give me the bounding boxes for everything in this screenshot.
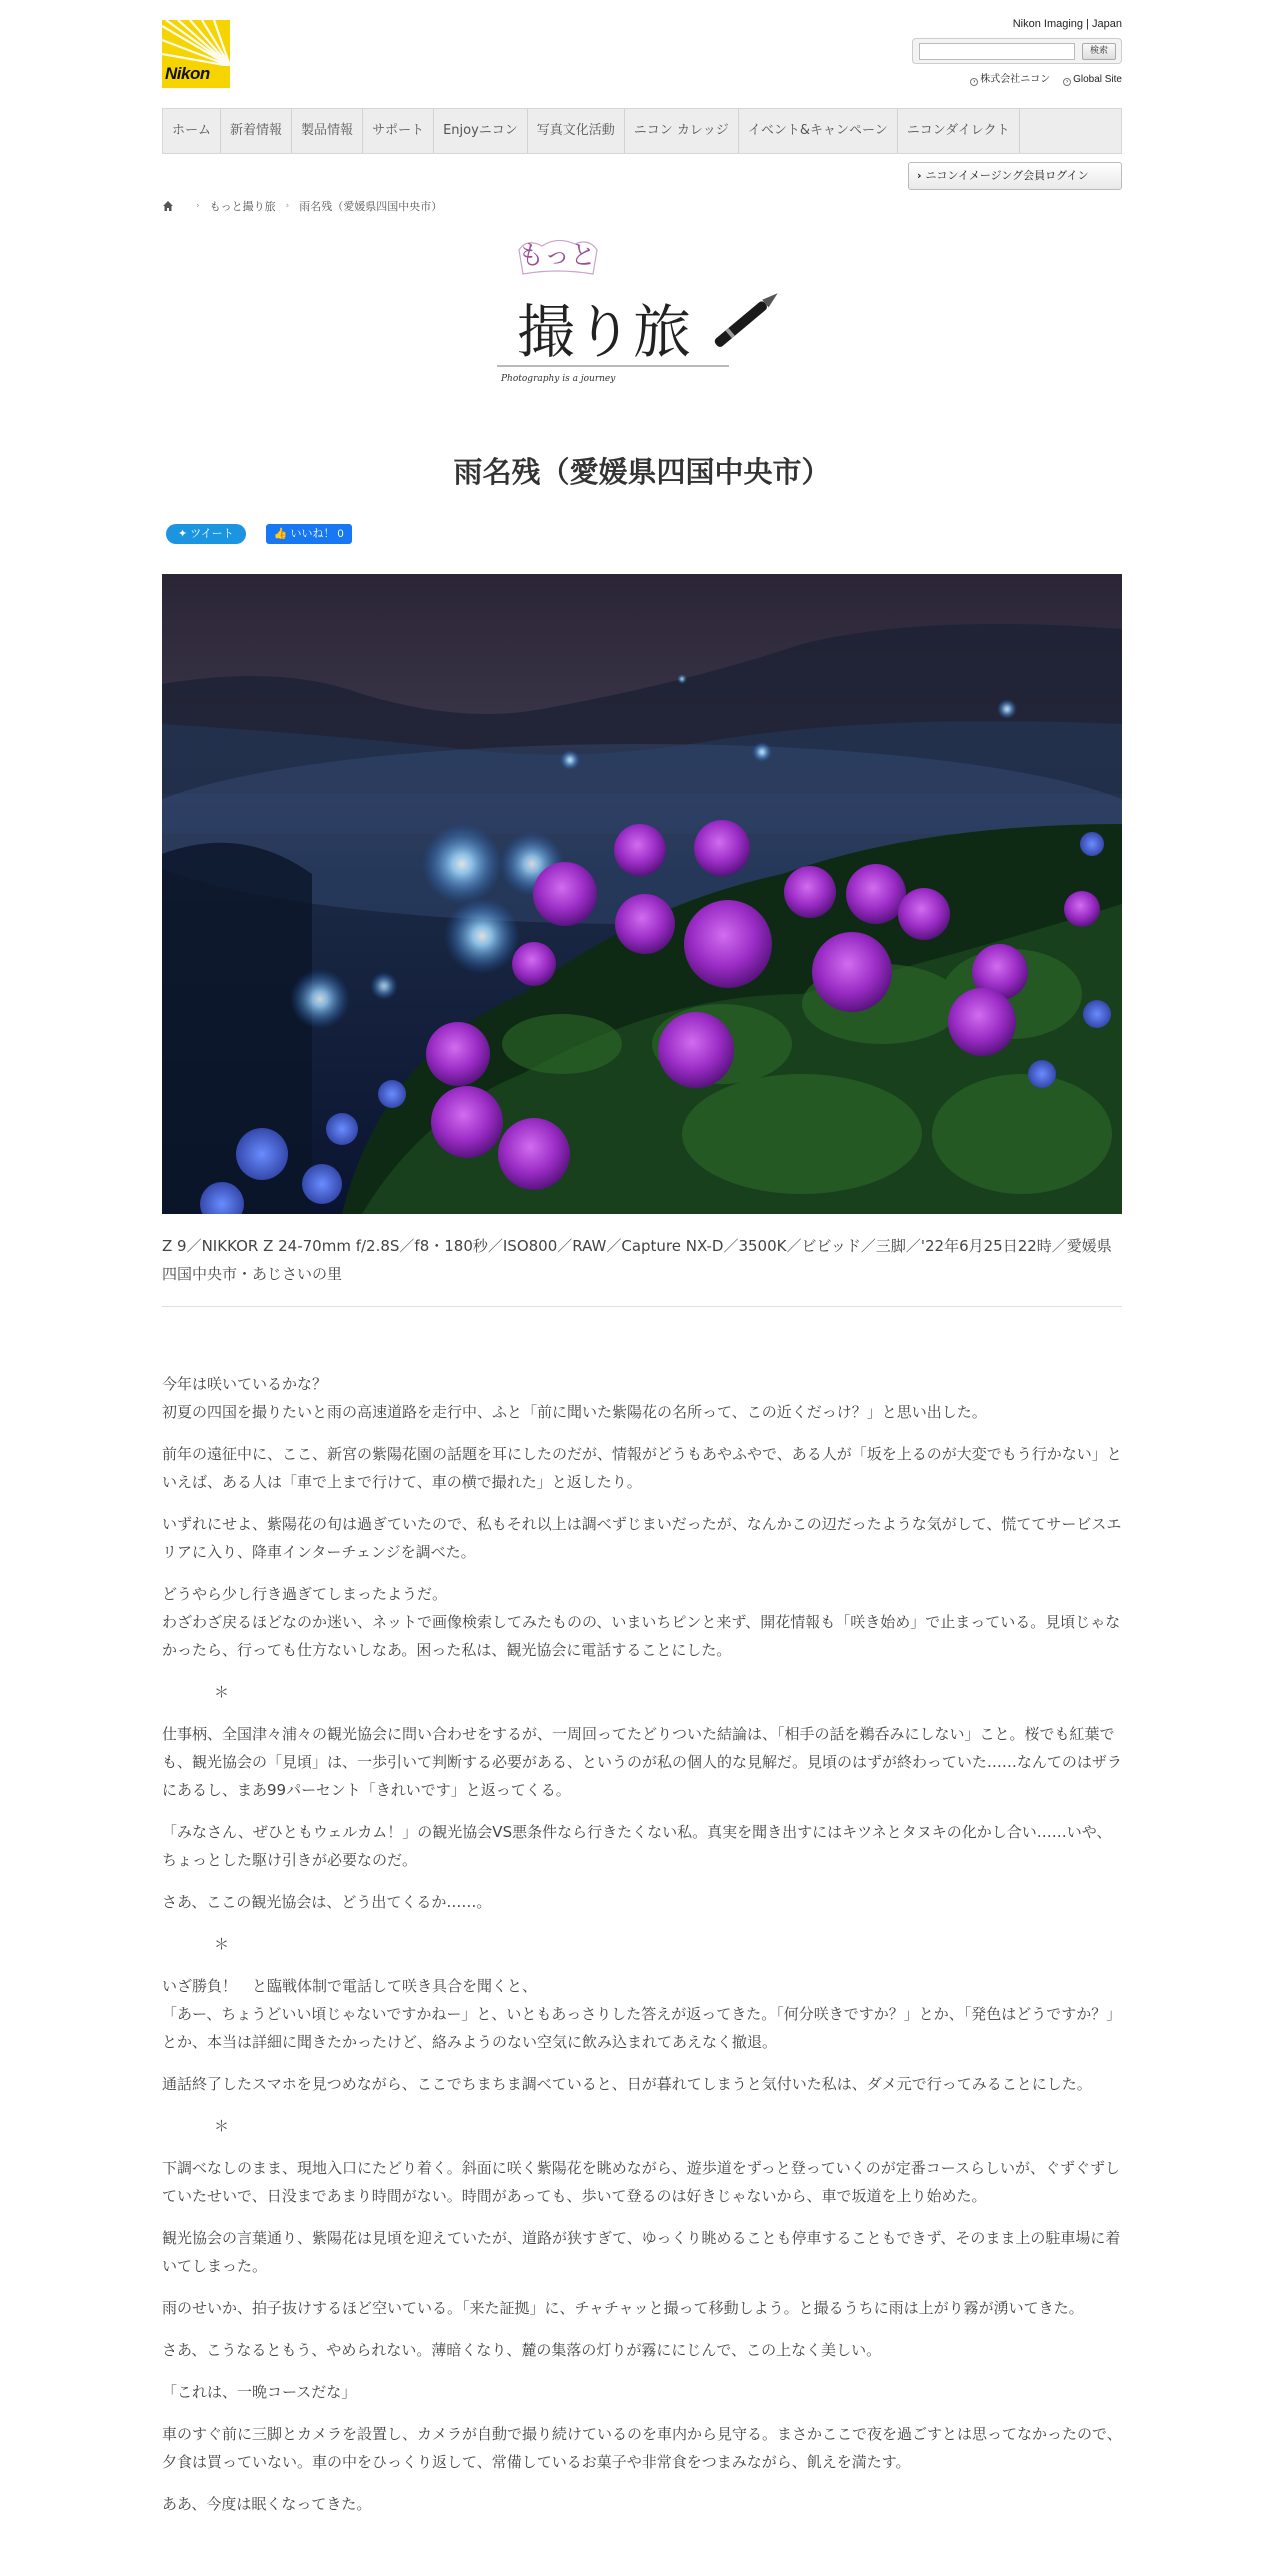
article-paragraph: さあ、こうなるともう、やめられない。薄暗くなり、麓の集落の灯りが霧ににじんで、この上なく美しい。 [162,2341,882,2359]
breadcrumb-series[interactable]: もっと撮り旅 [209,200,276,213]
section-separator: ＊ [214,1683,230,1701]
twitter-bird-icon: ✦ [178,528,188,540]
article-paragraph: いずれにせよ、紫陽花の旬は過ぎていたので、私もそれ以上は調べずじまいだったが、なんかこの辺だったような気がして、慌ててサービスエリアに入り、降車インターチェンジを調べた。 [162,1515,1122,1561]
nav-item-direct[interactable]: ニコンダイレクト [898,109,1020,153]
article-paragraph: 車のすぐ前に三脚とカメラを設置し、カメラが自動で撮り続けているのを車内から見守る。まさかここで夜を過ごすとは思ってなかったので、夕食は買っていない。車の中をひっくり返して、常備しているお菓子や非常食をつまみながら、飢えを満たす。 [162,2425,1122,2471]
header-utility [902,18,1122,86]
article-paragraph: 仕事柄、全国津々浦々の観光協会に問い合わせをするが、一周回ってたどりついた結論は、「相手の話を鵜呑みにしない」こと。桜でも紅葉でも、観光協会の「見頃」は、一歩引いて判断する必要がある、というのが私の個人的な見解だ。見頃のはずが終わっていた……なんてのはザラにあるし、まあ99パーセント「きれいです」と返ってくる。 [162,1725,1122,1799]
logo-main-text: 撮り旅 [517,298,692,366]
arrow-circle-icon: › [970,78,978,86]
breadcrumb-current: 雨名残（愛媛県四国中央市） [299,200,443,213]
member-login-label: ニコンイメージング会員ログイン [925,169,1089,182]
nav-item-events[interactable]: イベント&キャンペーン [739,109,898,153]
header-links [902,70,1122,86]
breadcrumb [162,198,442,214]
article-paragraph: 雨のせいか、拍子抜けするほど空いている。「来た証拠」に、チャチャッと撮って移動しよう。と撮るうちに雨は上がり霧が湧いてきた。 [162,2299,1084,2317]
tweet-button[interactable]: ✦ ツイート [166,524,246,544]
section-separator: ＊ [214,2117,230,2135]
article-photo [162,574,1122,1214]
nav-item-products[interactable]: 製品情報 [292,109,363,153]
article-paragraph: 通話終了したスマホを見つめながら、ここでちまちま調べていると、日が暮れてしまうと気付いた私は、ダメ元で行ってみることにした。 [162,2075,1092,2093]
article-paragraph: 前年の遠征中に、ここ、新宮の紫陽花園の話題を耳にしたのだが、情報がどうもあやふやで、ある人が「坂を上るのが大変でもう行かない」といえば、ある人は「車で上まで行けて、車の横で撮れた」と返したり。 [162,1445,1122,1491]
nav-item-enjoy[interactable]: Enjoyニコン [434,109,528,153]
link-nikon-corp[interactable]: › 株式会社ニコン [970,74,1050,85]
article-paragraph: 今年は咲いているかな？ 初夏の四国を撮りたいと雨の高速道路を走行中、ふと「前に聞いた紫陽花の名所って、この近くだっけ？」と思い出した。 [162,1375,987,1421]
logo-sub-text: Photography is a journey [501,374,616,384]
nav-item-college[interactable]: ニコン カレッジ [625,109,739,153]
home-icon[interactable] [162,200,174,212]
article-paragraph: 「これは、一晩コースだな」 [162,2383,357,2401]
nav-item-support[interactable]: サポート [363,109,434,153]
global-nav [162,108,1122,154]
arrow-circle-icon: › [1063,78,1071,86]
nav-item-photo-culture[interactable]: 写真文化活動 [528,109,625,153]
article-paragraph: 観光協会の言葉通り、紫陽花は見頃を迎えていたが、道路が狭すぎて、ゆっくり眺めることも停車することもできず、そのまま上の駐車場に着いてしまった。 [162,2229,1121,2275]
pen-icon [713,289,781,348]
article-paragraph: ああ、今度は眠くなってきた。 [162,2495,372,2513]
logo-top-text: もっと [517,241,597,271]
page-title: 雨名残（愛媛県四国中央市） [453,455,831,489]
section-separator: ＊ [214,1935,230,1953]
thumbs-up-icon: 👍 [273,528,288,540]
logo-text: Nikon [165,64,210,83]
nav-item-news[interactable]: 新着情報 [221,109,292,153]
search-button[interactable]: 検索 [1082,43,1116,60]
logo-rays-icon [162,20,230,66]
site-label: Nikon Imaging | Japan [1012,18,1122,30]
chevron-right-icon: › [285,201,290,211]
facebook-like-button[interactable]: 👍 いいね！ 0 [266,524,352,544]
article-paragraph: どうやら少し行き過ぎてしまったようだ。 わざわざ戻るほどなのか迷い、ネットで画像検索してみたものの、いまいちピンと来ず、開花情報も「咲き始め」で止まっている。見頃じゃなかったら、行っても仕方ないしなあ。困った私は、観光協会に電話することにした。 [162,1585,1121,1659]
member-login-button[interactable] [908,162,1122,190]
chevron-right-icon: › [196,201,200,211]
photo-caption: Z 9／NIKKOR Z 24-70mm f/2.8S／f8・180秒／ISO800／RAW／Capture NX-D／3500K／ビビッド／三脚／'22年6月25日22時／愛媛県四国中央市・あじさいの里 [162,1237,1112,1283]
link-global-site[interactable]: › Global Site [1063,74,1122,85]
search-input[interactable] [919,43,1075,60]
article-body [162,1370,1122,2532]
nikon-logo[interactable] [162,20,230,88]
search-form [912,38,1122,64]
nav-item-home[interactable]: ホーム [163,109,221,153]
article-paragraph: 「みなさん、ぜひともウェルカム！」の観光協会VS悪条件なら行きたくない私。真実を聞き出すにはキツネとタヌキの化かし合い……いや、ちょっとした駆け引きが必要なのだ。 [162,1823,1112,1869]
chevron-right-icon: › [917,169,922,182]
share-buttons [166,524,352,544]
article-paragraph: 下調べなしのまま、現地入口にたどり着く。斜面に咲く紫陽花を眺めながら、遊歩道をずっと登っていくのが定番コースらしいが、ぐずぐずしていたせいで、日没まであまり時間がない。時間があっても、歩いて登るのは好きじゃないから、車で坂道を上り始めた。 [162,2159,1121,2205]
article-paragraph: いざ勝負！ と臨戦体制で電話して咲き具合を聞くと、 「あー、ちょうどいい頃じゃないですかねー」と、いともあっさりした答えが返ってきた。「何分咲きですか？」とか、「発色はどうですか？」とか、本当は詳細に聞きたかったけど、絡みようのない空気に飲み込まれてあえなく撤退。 [162,1977,1122,2051]
motto-toritabi-logo [497,234,787,394]
article-paragraph: さあ、ここの観光協会は、どう出てくるか……。 [162,1893,492,1911]
divider [162,1306,1122,1307]
